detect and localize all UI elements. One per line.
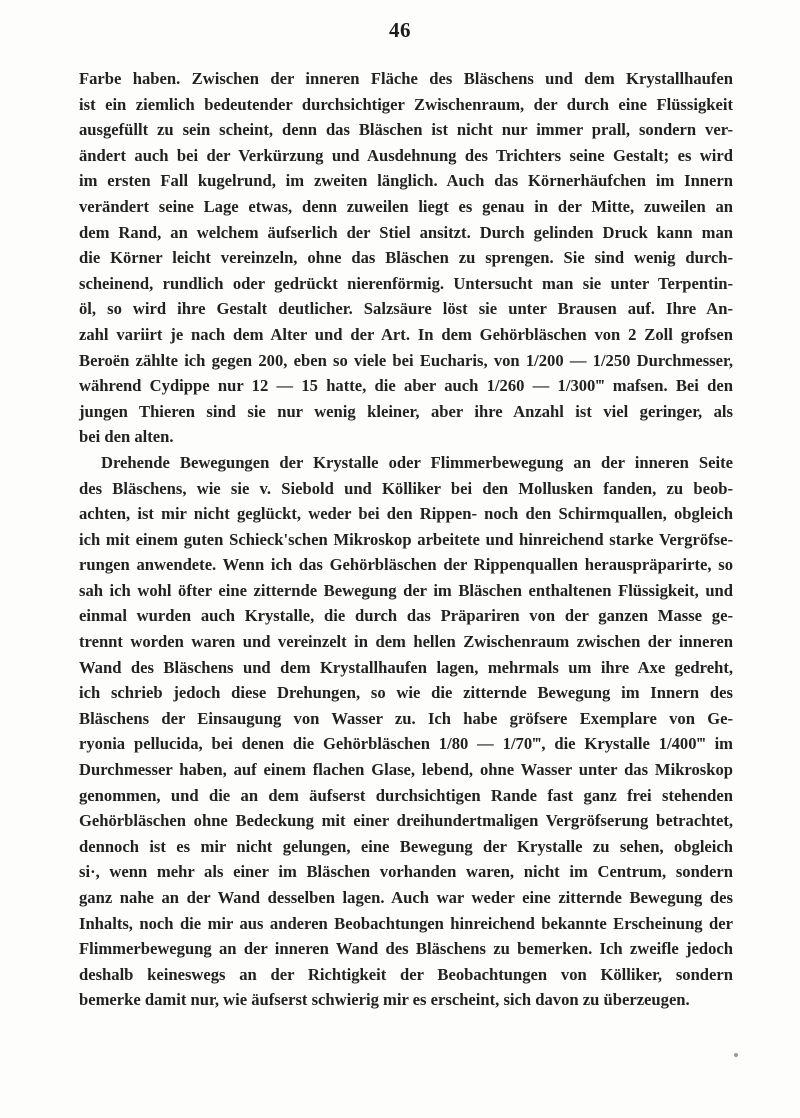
page-number: 46 (389, 18, 411, 42)
text-line: sah ich wohl öfter eine zitternde Bewegung der im Bläschen enthaltenen Flüssigkeit, und (79, 580, 733, 600)
text-line: rungen anwendete. Wenn ich das Gehörbläschen der Rippenquallen herauspräparirte, so (79, 555, 733, 575)
text-line: zahl variirt je nach dem Alter und der Art. In dem Gehörbläschen von 2 Zoll grofsen (79, 324, 733, 344)
text-line: im ersten Fall kugelrund, im zweiten länglich. Auch das Körnerhäufchen im Innern (79, 171, 733, 191)
text-line: ist ein ziemlich bedeutender durchsichtiger Zwischenraum, der durch eine Flüssigkeit (79, 94, 733, 114)
text-line: genommen, und die an dem äufserst durchsichtigen Rande fast ganz frei stehenden (79, 785, 733, 805)
text-line: scheinend, rundlich oder gedrückt nierenförmig. Untersucht man sie unter Terpentin- (79, 273, 733, 293)
text-line: ryonia pellucida, bei denen die Gehörbläschen 1/80 — 1/70‴, die Krystalle 1/400‴ im (79, 734, 733, 754)
text-line: des Bläschens, wie sie v. Siebold und Kölliker bei den Mollusken fanden, zu beob- (79, 478, 733, 498)
text-line: Durchmesser haben, auf einem flachen Glase, lebend, ohne Wasser unter das Mikroskop (79, 760, 733, 780)
text-line: Gehörbläschen ohne Bedeckung mit einer dreihundertmaligen Vergröfserung betrachtet, (79, 811, 733, 831)
ink-speck (734, 1053, 738, 1057)
text-line: Bläschens der Einsaugung von Wasser zu. Ich habe gröfsere Exemplare von Ge- (79, 708, 733, 728)
text-line: ausgefüllt zu sein scheint, denn das Bläschen ist nicht nur immer prall, sondern ver- (79, 120, 733, 140)
text-line: Flimmerbewegung an der inneren Wand des Bläschens zu bemerken. Ich zweifle jedoch (79, 939, 733, 959)
text-line: dennoch ist es mir nicht gelungen, eine Bewegung der Krystalle zu sehen, obgleich (79, 836, 733, 856)
text-line: einmal wurden auch Krystalle, die durch das Präpariren von der ganzen Masse ge- (79, 606, 733, 626)
text-line: jungen Thieren sind sie nur wenig kleiner, aber ihre Anzahl ist viel geringer, als (79, 401, 733, 421)
text-line: während Cydippe nur 12 — 15 hatte, die aber auch 1/260 — 1/300‴ mafsen. Bei den (79, 376, 733, 396)
text-line: trennt worden waren und vereinzelt in dem hellen Zwischenraum zwischen der inneren (79, 632, 733, 652)
text-line: Farbe haben. Zwischen der inneren Fläche des Bläschens und dem Krystallhaufen (79, 69, 733, 88)
text-line: Inhalts, noch die mir aus anderen Beobachtungen hinreichend bekannte Erscheinung der (79, 913, 733, 933)
text-line: verändert seine Lage etwas, denn zuweilen liegt es genau in der Mitte, zuweilen an (79, 196, 733, 216)
body-text (79, 66, 733, 1013)
text-line: Wand des Bläschens und dem Krystallhaufen lagen, mehrmals um ihre Axe gedreht, (79, 657, 733, 677)
paragraph-start-line: Drehende Bewegungen der Krystalle oder Flimmerbewegung an der inneren Seite (101, 452, 733, 472)
text-line: öl, so wird ihre Gestalt deutlicher. Salzsäure löst sie unter Brausen auf. Ihre An- (79, 299, 733, 319)
text-line: ganz nahe an der Wand desselben lagen. Auch war weder eine zitternde Bewegung des (79, 888, 733, 907)
text-line: Beroën zählte ich gegen 200, eben so viele bei Eucharis, von 1/200 — 1/250 Durchmesser, (79, 350, 733, 370)
text-line: dem Rand, an welchem äufserlich der Stiel ansitzt. Durch gelinden Druck kann man (79, 222, 733, 242)
text-line: deshalb keineswegs an der Richtigkeit der Beobachtungen von Kölliker, sondern (79, 964, 733, 984)
text-line: si·, wenn mehr als einer im Bläschen vorhanden waren, nicht im Centrum, sondern (79, 862, 733, 882)
text-line: die Körner leicht vereinzeln, ohne das Bläschen zu sprengen. Sie sind wenig durch- (79, 248, 733, 268)
text-line: achten, ist mir nicht geglückt, weder bei den Rippen- noch den Schirmquallen, obgleich (79, 504, 733, 524)
text-line: ändert auch bei der Verkürzung und Ausdehnung des Trichters seine Gestalt; es wird (79, 145, 733, 165)
text-line: ich mit einem guten Schieck'schen Mikroskop arbeitete und hinreichend starke Vergröfse- (79, 529, 733, 549)
text-line: ich schrieb jedoch diese Drehungen, so wie die zitternde Bewegung im Innern des (79, 683, 733, 703)
paragraph-end-line: bemerke damit nur, wie äufserst schwierig mir es erscheint, sich davon zu überzeugen. (79, 990, 690, 1010)
paragraph-end-line: bei den alten. (79, 427, 174, 447)
